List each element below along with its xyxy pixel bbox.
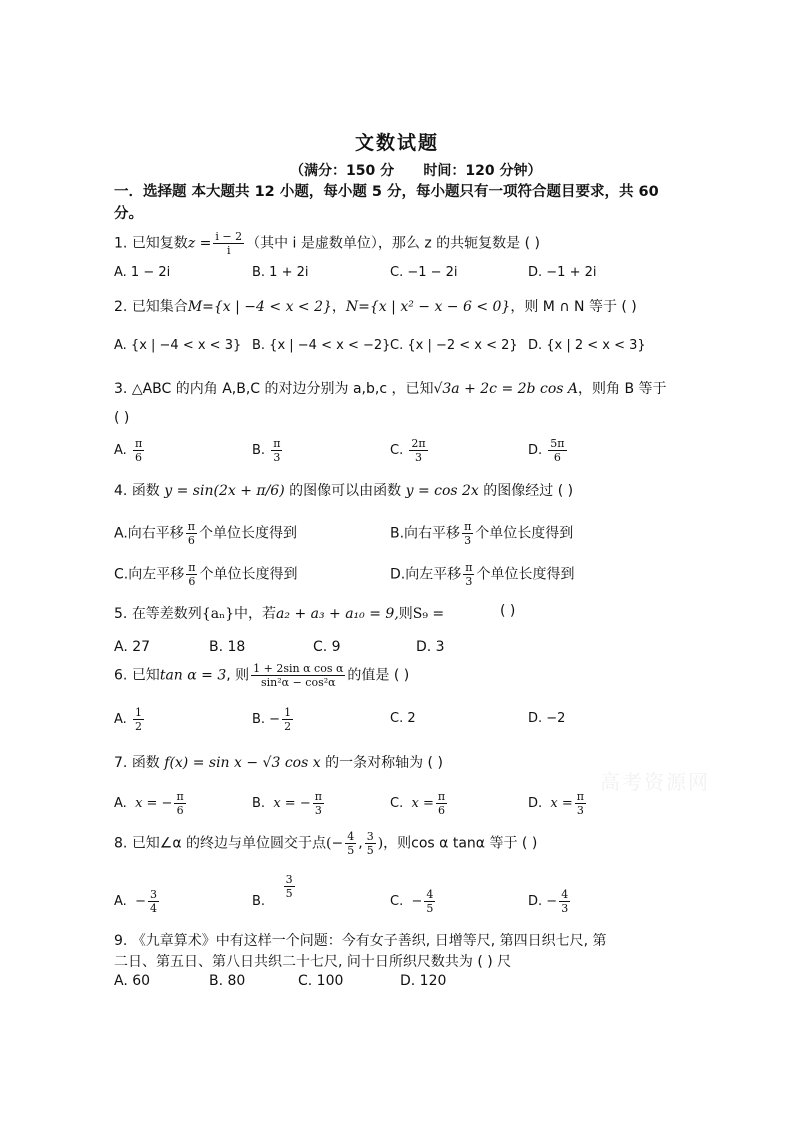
question-2: 2. 已知集合M={x | −4 < x < 2}，N={x | x² − x − 6 < 0}，则 M ∩ N 等于 ( ) — [114, 299, 637, 315]
question-1 — [114, 230, 540, 257]
option-b: B. 1 + 2i — [252, 265, 309, 280]
question-4 — [114, 480, 573, 500]
question-text: 的图像经过 ( ) — [483, 483, 574, 499]
question-3 — [114, 378, 667, 398]
page-subtitle: （满分：150 分 时间：120 分钟） — [290, 163, 542, 179]
question-number: 1. — [114, 235, 128, 252]
option-d: D. {x | 2 < x < 3} — [528, 338, 646, 353]
option-c: C.向左平移 $\frac{\pi}{6}$ 个单位长度得到 — [114, 561, 298, 588]
option-b: B. 18 — [209, 639, 246, 655]
sequence: {aₙ} — [201, 606, 235, 622]
option-d: D. $\frac{5\pi}{6}$ — [528, 437, 565, 464]
question-number: 9. — [114, 933, 128, 949]
question-text: 已知∠α 的终边与单位圆交于点 — [131, 835, 327, 852]
option-c: C. − $\frac{4}{5}$ — [390, 888, 434, 915]
question-text: 在等差数列 — [131, 606, 202, 622]
question-text: 《九章算术》中有这样一个问题：今有女子善织, 日增等尺, 第四日织七尺, 第 — [131, 933, 607, 949]
option-c: C. 2 — [390, 711, 416, 726]
question-text: 函数 — [131, 483, 160, 499]
option-b: B. {x | −4 < x < −2} — [252, 338, 391, 353]
answer-blank: ( ) — [500, 603, 516, 619]
option-d: D. − $\frac{4}{3}$ — [528, 888, 569, 915]
option-b: B. x = − $\frac{\pi}{3}$ — [252, 790, 322, 817]
option-c: C. $\frac{2\pi}{3}$ — [390, 437, 426, 464]
question-7 — [114, 752, 443, 772]
option-b: B. − $\frac{1}{2}$ — [252, 706, 292, 733]
option-d: D. 3 — [416, 639, 445, 655]
question-text: 已知集合 — [131, 299, 188, 315]
question-text: 函数 — [131, 755, 160, 771]
option-c: C. 100 — [298, 973, 344, 989]
option-a: A. − $\frac{3}{4}$ — [114, 888, 157, 915]
watermark: 高考资源网 — [600, 770, 710, 794]
option-a: A. x = − $\frac{\pi}{6}$ — [114, 790, 184, 817]
question-text: △ABC 的内角 A,B,C 的对边分别为 a,b,c ，已知 — [131, 381, 434, 397]
function: f(x) = sin x − √3 cos x — [164, 755, 321, 771]
function-2: y = cos 2x — [405, 483, 479, 499]
question-number: 2. — [114, 299, 128, 315]
set-n: N={x | x² − x − 6 < 0} — [345, 299, 511, 315]
section-heading: 一．选择题 本大题共 12 小题，每小题 5 分，每小题只有一项符合题目要求，共 60 分。 — [114, 184, 659, 222]
option-a: A. 60 — [114, 973, 151, 989]
given: tan α = 3 — [159, 667, 227, 684]
question-text: 已知 — [131, 667, 160, 684]
option-b: B. $\frac{3}{5}$ — [252, 873, 293, 909]
option-c: C. {x | −2 < x < 2} — [390, 338, 518, 353]
option-a: A. 1 − 2i — [114, 265, 171, 280]
option-b: B. 80 — [209, 973, 246, 989]
question-number: 4. — [114, 483, 128, 499]
option-c: C. −1 − 2i — [390, 265, 458, 280]
option-a: A. 27 — [114, 639, 151, 655]
question-5 — [114, 603, 444, 623]
option-a: A. $\frac{\pi}{6}$ — [114, 437, 143, 464]
question-text: 的图像可以由函数 — [289, 483, 402, 499]
question-text: ，则角 B 等于 — [578, 381, 667, 397]
question-text: （其中 i 是虚数单位），那么 z 的共轭复数是 ( ) — [246, 235, 540, 252]
question-text: ，则cos α tanα 等于 ( ) — [383, 835, 538, 852]
question-number: 5. — [114, 606, 128, 622]
question-text: 中，若 — [234, 606, 277, 622]
function-1: y = sin(2x + π/6) — [164, 483, 285, 499]
fraction: $\frac{i - 2}{i}$ — [215, 230, 243, 257]
option-b: B.向右平移 $\frac{\pi}{3}$ 个单位长度得到 — [390, 520, 574, 547]
question-text: 则S₉ = — [398, 606, 445, 622]
option-c: C. 9 — [313, 639, 341, 655]
math-expr: z = — [187, 235, 212, 252]
option-d: D. x = $\frac{\pi}{3}$ — [528, 790, 585, 817]
question-9-line2: 二日、第五日、第八日共织二十七尺, 问十日所织尺数共为 ( ) 尺 — [114, 954, 512, 970]
question-text: 已知复数 — [131, 235, 188, 252]
option-a: A.向右平移 $\frac{\pi}{6}$ 个单位长度得到 — [114, 520, 298, 547]
fraction: $\frac{\text{1 + 2sin α cos α}}{\text{sin²α − cos²α}}$ — [253, 662, 344, 689]
question-number: 3. — [114, 381, 128, 397]
question-number: 7. — [114, 755, 128, 771]
option-c: C. x = $\frac{\pi}{6}$ — [390, 790, 446, 817]
page-title: 文数试题 — [354, 132, 439, 154]
question-text: 则 M ∩ N 等于 ( ) — [524, 299, 637, 315]
question-9 — [114, 930, 607, 950]
option-d: D. −2 — [528, 711, 566, 726]
condition: √3a + 2c = 2b cos A — [433, 381, 578, 397]
question-text: 的一条对称轴为 ( ) — [325, 755, 443, 771]
question-6 — [114, 662, 409, 689]
option-a: A. $\frac{1}{2}$ — [114, 706, 142, 733]
question-text: 的值是 ( ) — [347, 667, 410, 684]
option-d: D. 120 — [400, 973, 447, 989]
question-3-line2: ( ) — [114, 410, 130, 426]
question-number: 8. — [114, 835, 128, 852]
question-number: 6. — [114, 667, 128, 684]
option-b: B. $\frac{\pi}{3}$ — [252, 437, 281, 464]
set-m: M={x | −4 < x < 2} — [187, 299, 332, 315]
question-text: , 则 — [226, 667, 250, 684]
question-8: 8. 已知∠α 的终边与单位圆交于点(− $\frac{4}{5}$ , $\frac{3}{5}$ )，则cos α tanα 等于 ( ) — [114, 830, 538, 857]
option-a: A. {x | −4 < x < 3} — [114, 338, 242, 353]
condition: a₂ + a₃ + a₁₀ = 9, — [276, 606, 399, 622]
option-d: D. −1 + 2i — [528, 265, 597, 280]
option-d: D.向左平移 $\frac{\pi}{3}$ 个单位长度得到 — [390, 561, 575, 588]
